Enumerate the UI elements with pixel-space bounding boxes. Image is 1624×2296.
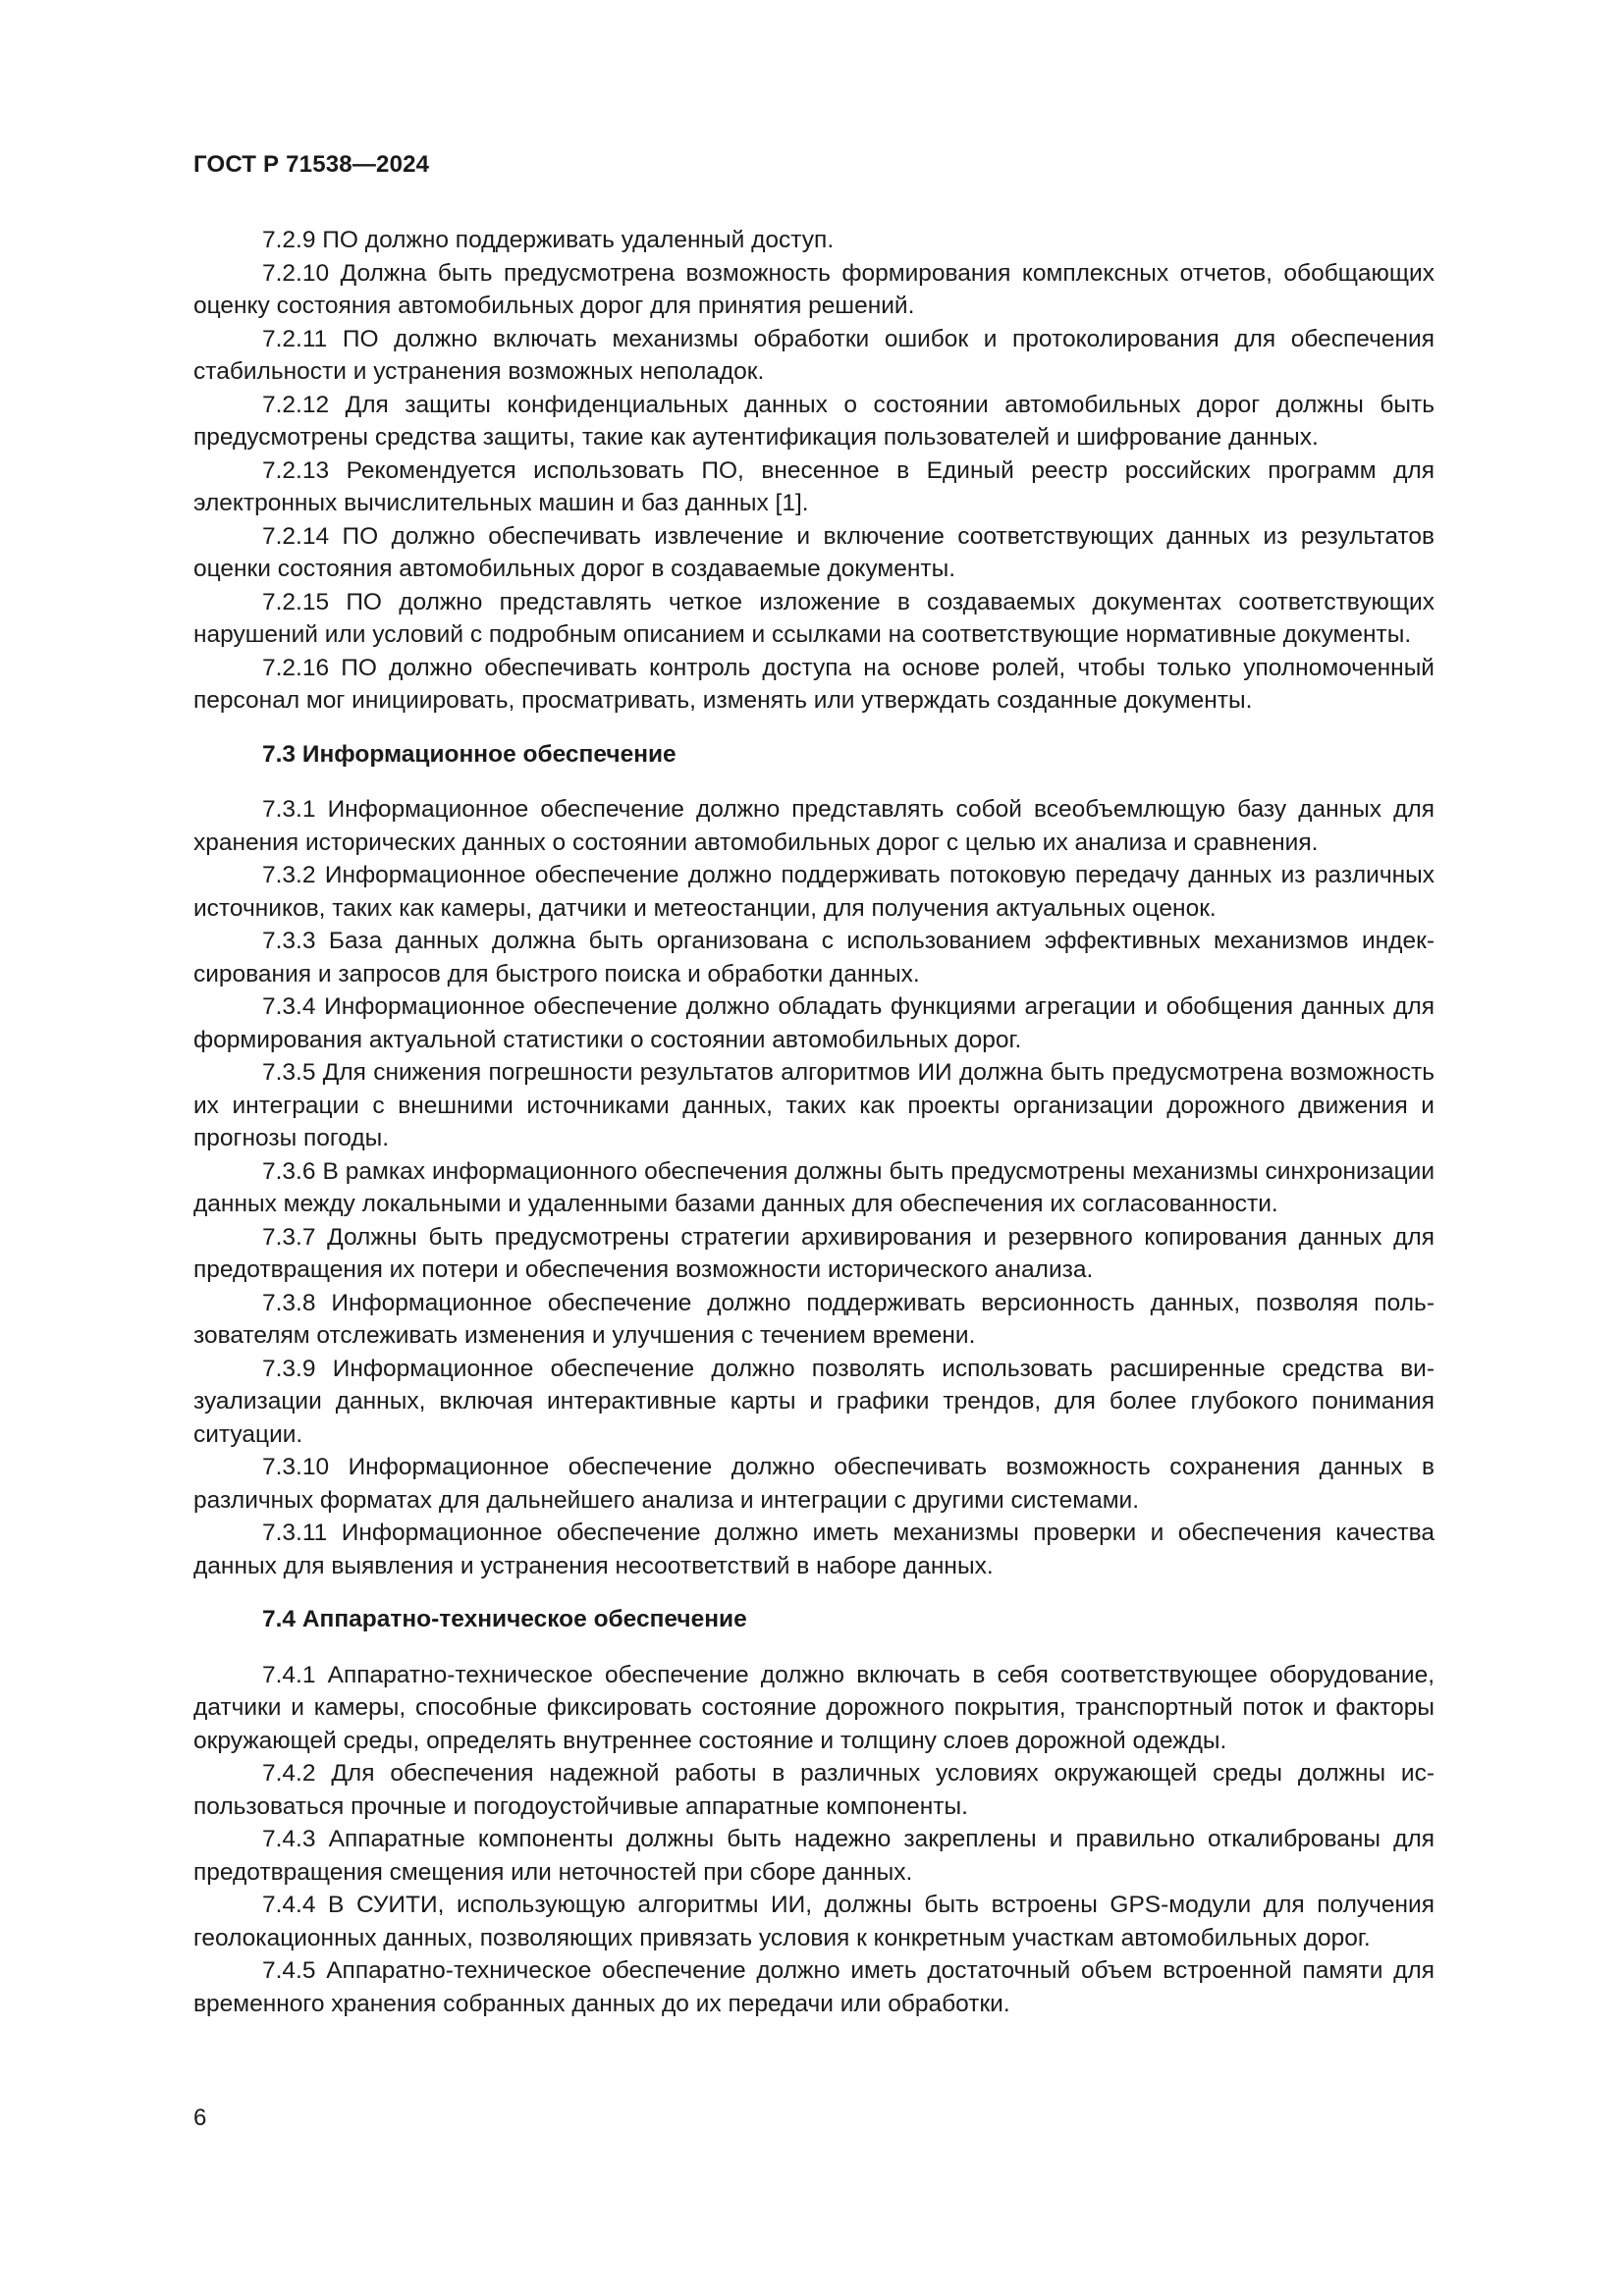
paragraph-7-3-4: 7.3.4 Информационное обеспечение должно обладать функциями агрегации и обобщения данных для формирования актуальной статистики о состоянии автомобильных дорог. <box>193 993 1435 1053</box>
section-heading-7-3: 7.3 Информационное обеспечение <box>262 740 677 768</box>
paragraph-7-3-3: 7.3.3 База данных должна быть организована с использованием эффективных механизмов индексирования и запросов для быстрого поиска и обработки данных. <box>193 928 1435 988</box>
section-7-4 <box>193 1603 1435 2020</box>
paragraph-7-2-13: 7.2.13 Рекомендуется использовать ПО, внесенное в Единый реестр российских программ для электронных вычислительных машин и баз данных [1]. <box>193 456 1435 516</box>
paragraph-7-4-3: 7.4.3 Аппаратные компоненты должны быть надежно закреплены и правильно откалиброваны для предотвращения смещения или неточностей при сборе данных. <box>193 1826 1435 1886</box>
section-heading-7-4: 7.4 Аппаратно-техническое обеспечение <box>262 1606 747 1632</box>
paragraph-7-3-11: 7.3.11 Информационное обеспечение должно иметь механизмы проверки и обеспечения качества данных для выявления и устранения несоответствий в наборе данных. <box>193 1520 1435 1579</box>
paragraph-7-3-1: 7.3.1 Информационное обеспечение должно представлять собой всеобъемлющую базу данных для хранения исторических данных о состоянии автомобильных дорог с целью их анализа и сравнения. <box>193 796 1435 856</box>
paragraph-7-2-14: 7.2.14 ПО должно обеспечивать извлечение и включение соответствующих данных из результатов оценки состояния автомобильных дорог в создаваемые документы. <box>193 522 1435 582</box>
page-number: 6 <box>193 2105 207 2131</box>
paragraph-7-2-12: 7.2.12 Для защиты конфиденциальных данных о состоянии автомобильных дорог должны быть предусмотрены средства защиты, такие как аутентификация пользователей и шифрование данных. <box>193 391 1435 451</box>
paragraph-7-3-7: 7.3.7 Должны быть предусмотрены стратегии архивирования и резервного копирования данных для предотвращения их потери и обеспечения возможности исторического анализа. <box>193 1223 1435 1283</box>
section-7-3 <box>193 738 1435 1583</box>
paragraph-7-3-6: 7.3.6 В рамках информационного обеспечения должны быть предусмотрены механизмы синхронизации данных между локальными и удаленными базами данных для обеспечения их согласованности. <box>193 1157 1435 1217</box>
document-id-header: ГОСТ Р 71538—2024 <box>193 151 430 178</box>
paragraph-7-3-10: 7.3.10 Информационное обеспечение должно обеспечивать возможность сохранения данных в различных форматах для дальнейшего анализа и интеграции с другими системами. <box>193 1454 1435 1514</box>
paragraph-7-4-2: 7.4.2 Для обеспечения надежной работы в различных условиях окружающей среды должны использоваться прочные и погодоустойчивые аппаратные компоненты. <box>193 1760 1435 1820</box>
paragraph-7-4-1: 7.4.1 Аппаратно-техническое обеспечение должно включать в себя соответствующее оборудование, датчики и камеры, способные фиксировать состояние дорожного покрытия, транспортный поток и факторы окружающей среды, определять внутреннее состояние и толщину слоев дорожной одежды. <box>193 1661 1435 1754</box>
document-body <box>193 224 1435 2020</box>
paragraph-7-4-4: 7.4.4 В СУИТИ, использующую алгоритмы ИИ, должны быть встроены GPS-модули для получения геолокационных данных, позволяющих привязать условия к конкретным участкам автомобильных дорог. <box>193 1892 1435 1951</box>
paragraph-7-2-11: 7.2.11 ПО должно включать механизмы обработки ошибок и протоколирования для обеспечения стабильности и устранения возможных неполадок. <box>193 325 1435 385</box>
paragraph-7-2-9: 7.2.9 ПО должно поддерживать удаленный доступ. <box>262 227 835 253</box>
paragraph-7-3-2: 7.3.2 Информационное обеспечение должно поддерживать потоковую передачу данных из различных источников, таких как камеры, датчики и метеостанции, для получения актуальных оценок. <box>193 862 1435 922</box>
section-7-2 <box>193 224 1435 718</box>
paragraph-7-2-10: 7.2.10 Должна быть предусмотрена возможность формирования комплексных отчетов, обобщающих оценку состояния автомобильных дорог для принятия решений. <box>193 259 1435 319</box>
paragraph-7-4-5: 7.4.5 Аппаратно-техническое обеспечение должно иметь достаточный объем встроенной памяти для временного хранения собранных данных до их передачи или обработки. <box>193 1957 1435 2017</box>
paragraph-7-2-15: 7.2.15 ПО должно представлять четкое изложение в создаваемых документах соответствующих нарушений или условий с подробным описанием и ссылками на соответствующие нормативные документы. <box>193 588 1435 648</box>
paragraph-7-3-5: 7.3.5 Для снижения погрешности результатов алгоритмов ИИ должна быть предусмотрена возможность их интеграции с внешними источниками данных, таких как проекты организации дорожного движения и прогнозы погоды. <box>193 1059 1435 1151</box>
paragraph-7-2-16: 7.2.16 ПО должно обеспечивать контроль доступа на основе ролей, чтобы только уполномоченный персонал мог инициировать, просматривать, изменять или утверждать созданные документы. <box>193 654 1435 714</box>
paragraph-7-3-9: 7.3.9 Информационное обеспечение должно позволять использовать расширенные средства визуализации данных, включая интерактивные карты и графики трендов, для более глубокого понимания ситуации. <box>193 1355 1435 1448</box>
paragraph-7-3-8: 7.3.8 Информационное обеспечение должно поддерживать версионность данных, позволяя пользователям отслеживать изменения и улучшения с течением времени. <box>193 1289 1435 1349</box>
